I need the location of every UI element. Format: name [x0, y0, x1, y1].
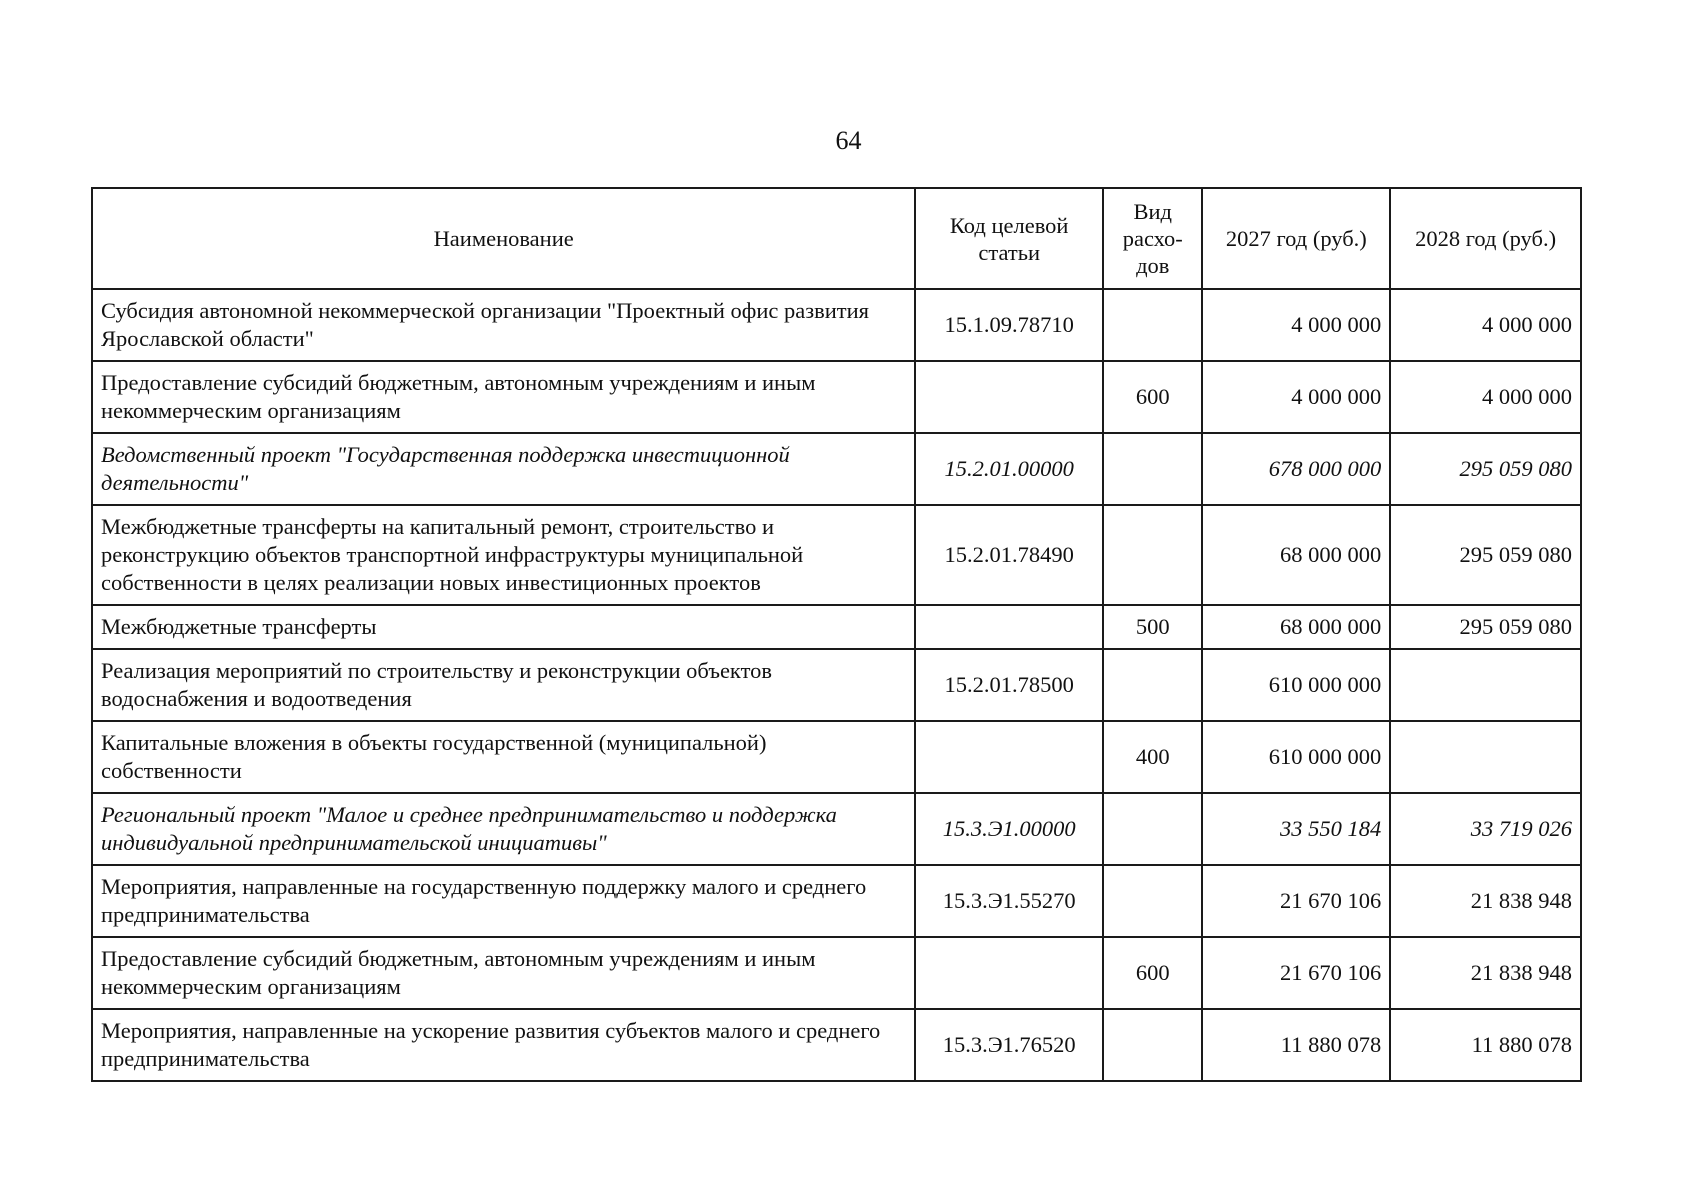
- cell-2028: 4 000 000: [1390, 289, 1581, 361]
- cell-name: Межбюджетные трансферты: [92, 605, 915, 649]
- header-code: Код целевой статьи: [915, 188, 1103, 289]
- cell-kind: 500: [1103, 605, 1202, 649]
- cell-2028: 11 880 078: [1390, 1009, 1581, 1081]
- table-row: [92, 433, 1581, 505]
- header-kind: Вид расхо-дов: [1103, 188, 1202, 289]
- cell-2027: 678 000 000: [1202, 433, 1390, 505]
- cell-2028: 295 059 080: [1390, 505, 1581, 605]
- cell-kind: [1103, 289, 1202, 361]
- table-row: [92, 649, 1581, 721]
- cell-2028: 21 838 948: [1390, 937, 1581, 1009]
- cell-2027: 610 000 000: [1202, 721, 1390, 793]
- cell-2027: 11 880 078: [1202, 1009, 1390, 1081]
- table-row: [92, 793, 1581, 865]
- cell-2028: 295 059 080: [1390, 605, 1581, 649]
- cell-code: [915, 721, 1103, 793]
- cell-2028: 295 059 080: [1390, 433, 1581, 505]
- table-row: [92, 289, 1581, 361]
- cell-2027: 68 000 000: [1202, 505, 1390, 605]
- cell-name: Предоставление субсидий бюджетным, автономным учреждениям и иным некоммерческим организациям: [92, 361, 915, 433]
- cell-name: Межбюджетные трансферты на капитальный ремонт, строительство и реконструкцию объектов транспортной инфраструктуры муниципальной собственности в целях реализации новых инвестиционных проектов: [92, 505, 915, 605]
- cell-name: Предоставление субсидий бюджетным, автономным учреждениям и иным некоммерческим организациям: [92, 937, 915, 1009]
- budget-table: [91, 187, 1582, 1082]
- cell-name: Мероприятия, направленные на ускорение развития субъектов малого и среднего предпринимательства: [92, 1009, 915, 1081]
- cell-code: [915, 361, 1103, 433]
- cell-2027: 33 550 184: [1202, 793, 1390, 865]
- cell-name: Ведомственный проект "Государственная поддержка инвестиционной деятельности": [92, 433, 915, 505]
- cell-kind: [1103, 505, 1202, 605]
- table-row: [92, 505, 1581, 605]
- cell-name: Реализация мероприятий по строительству и реконструкции объектов водоснабжения и водоотведения: [92, 649, 915, 721]
- cell-2028: [1390, 649, 1581, 721]
- cell-kind: [1103, 793, 1202, 865]
- header-name: Наименование: [92, 188, 915, 289]
- table-row: [92, 865, 1581, 937]
- cell-kind: [1103, 865, 1202, 937]
- cell-code: 15.2.01.78490: [915, 505, 1103, 605]
- cell-code: 15.3.Э1.55270: [915, 865, 1103, 937]
- header-2027: 2027 год (руб.): [1202, 188, 1390, 289]
- cell-2028: 4 000 000: [1390, 361, 1581, 433]
- cell-code: 15.2.01.78500: [915, 649, 1103, 721]
- cell-2027: 4 000 000: [1202, 289, 1390, 361]
- cell-code: 15.3.Э1.00000: [915, 793, 1103, 865]
- cell-kind: [1103, 1009, 1202, 1081]
- cell-code: [915, 937, 1103, 1009]
- cell-2027: 4 000 000: [1202, 361, 1390, 433]
- cell-code: 15.3.Э1.76520: [915, 1009, 1103, 1081]
- cell-kind: 600: [1103, 937, 1202, 1009]
- cell-2027: 68 000 000: [1202, 605, 1390, 649]
- cell-2028: 21 838 948: [1390, 865, 1581, 937]
- cell-kind: [1103, 649, 1202, 721]
- cell-name: Мероприятия, направленные на государственную поддержку малого и среднего предпринимательства: [92, 865, 915, 937]
- table-row: [92, 721, 1581, 793]
- table-row: [92, 361, 1581, 433]
- cell-2028: [1390, 721, 1581, 793]
- header-2028: 2028 год (руб.): [1390, 188, 1581, 289]
- cell-kind: [1103, 433, 1202, 505]
- cell-name: Капитальные вложения в объекты государственной (муниципальной) собственности: [92, 721, 915, 793]
- cell-code: [915, 605, 1103, 649]
- cell-code: 15.2.01.00000: [915, 433, 1103, 505]
- header-row: [92, 188, 1581, 289]
- cell-name: Региональный проект "Малое и среднее предпринимательство и поддержка индивидуальной предпринимательской инициативы": [92, 793, 915, 865]
- page-number: 64: [835, 126, 862, 155]
- cell-code: 15.1.09.78710: [915, 289, 1103, 361]
- table-row: [92, 937, 1581, 1009]
- cell-name: Субсидия автономной некоммерческой организации "Проектный офис развития Ярославской области": [92, 289, 915, 361]
- cell-2027: 21 670 106: [1202, 937, 1390, 1009]
- cell-kind: 400: [1103, 721, 1202, 793]
- cell-2027: 610 000 000: [1202, 649, 1390, 721]
- table-header: [92, 188, 1581, 289]
- cell-2028: 33 719 026: [1390, 793, 1581, 865]
- cell-kind: 600: [1103, 361, 1202, 433]
- table-body: [92, 289, 1581, 1081]
- table-row: [92, 605, 1581, 649]
- table-row: [92, 1009, 1581, 1081]
- cell-2027: 21 670 106: [1202, 865, 1390, 937]
